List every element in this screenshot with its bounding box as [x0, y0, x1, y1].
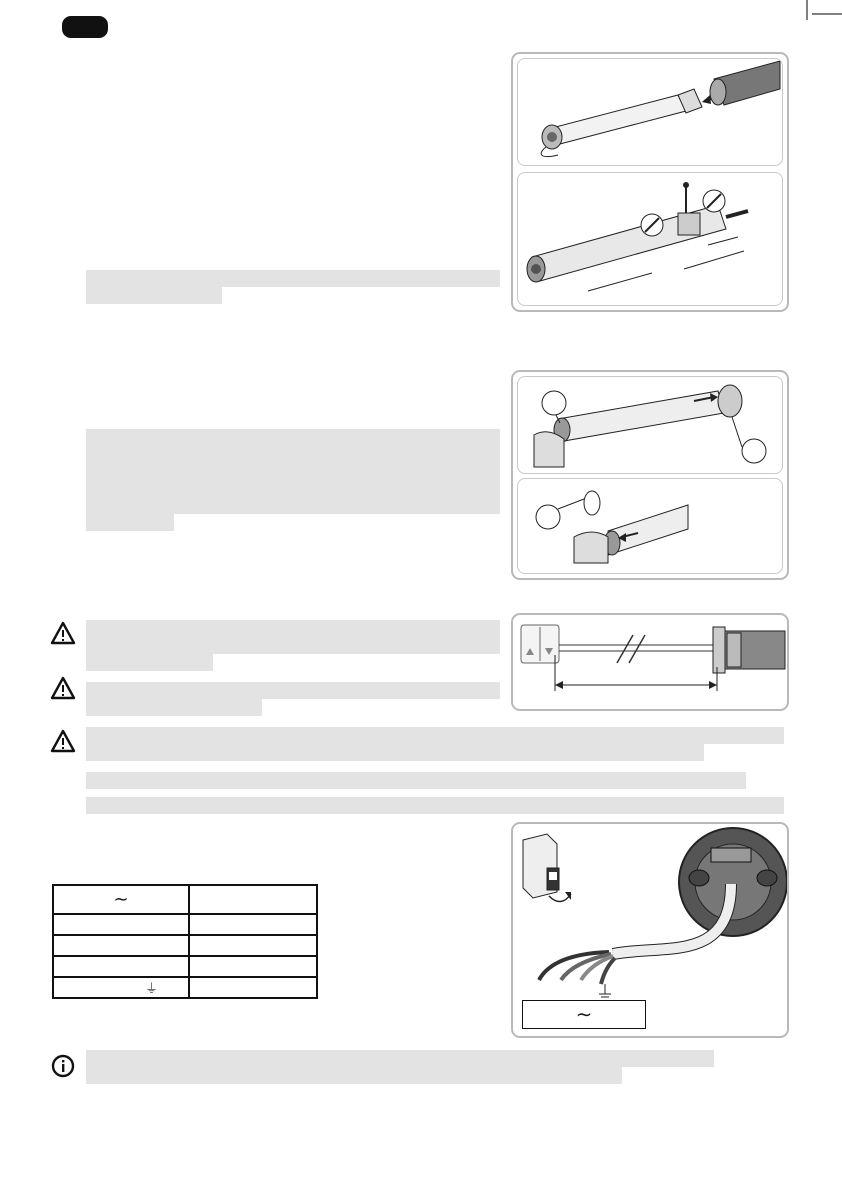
table-header-cell: [189, 885, 317, 914]
motor-crown-screw-mounting-drawing: [518, 173, 782, 305]
text-line: [86, 654, 213, 671]
text-line: [86, 497, 500, 514]
table-cell: [53, 935, 189, 956]
text-line: [86, 270, 500, 287]
text-line: [86, 514, 174, 531]
subfigure-tube-insertion: [517, 58, 783, 166]
table-row: [53, 914, 317, 935]
warning-triangle-icon: [50, 729, 76, 753]
table-cell: [53, 914, 189, 935]
motor-tube-insertion-drawing: [518, 59, 782, 165]
switch-cable-length-drawing: [513, 615, 787, 709]
text-line: [86, 772, 746, 789]
figure-switch-cable: [511, 613, 789, 711]
language-badge: [62, 16, 108, 38]
subfigure-bracket-left-right: [517, 376, 783, 474]
subfigure-crown-mounting: [517, 172, 783, 306]
text-line: [86, 1067, 622, 1084]
warning-triangle-icon: [50, 676, 76, 700]
bracket-installation-drawing: [518, 377, 782, 473]
table-cell: [53, 956, 189, 977]
text-line: [86, 620, 500, 637]
text-line: [86, 682, 500, 699]
info-circle-icon: [50, 1054, 76, 1078]
figure-bracket-installation: [511, 370, 789, 580]
text-line: [86, 287, 222, 304]
table-cell: [189, 956, 317, 977]
wiring-table-header: [53, 885, 317, 914]
table-cell: [189, 977, 317, 998]
text-line: [86, 637, 500, 654]
supply-symbol-box: [522, 1000, 646, 1029]
crop-marks: [752, 0, 842, 22]
wiring-table: [52, 884, 318, 999]
bracket-clip-drawing: [518, 479, 782, 573]
text-line: [86, 446, 500, 463]
text-line: [86, 744, 704, 761]
ground-symbol-icon: ⏚: [53, 977, 189, 998]
table-row: [53, 956, 317, 977]
text-line: [86, 727, 784, 744]
subfigure-bracket-clip: [517, 478, 783, 574]
figure-electrical-connection: [511, 822, 789, 1038]
ac-supply-icon: ∼: [575, 1004, 593, 1026]
text-line: [86, 463, 500, 480]
table-row: [53, 977, 317, 998]
warning-triangle-icon: [50, 621, 76, 645]
text-line: [86, 699, 262, 716]
figure-motor-mounting: [511, 52, 789, 312]
text-line: [86, 429, 500, 446]
ac-supply-icon: ∼: [53, 885, 189, 914]
table-cell: [189, 935, 317, 956]
text-line: [86, 797, 784, 814]
text-line: [86, 480, 500, 497]
table-row: [53, 935, 317, 956]
table-cell: [189, 914, 317, 935]
text-line: [86, 1050, 714, 1067]
